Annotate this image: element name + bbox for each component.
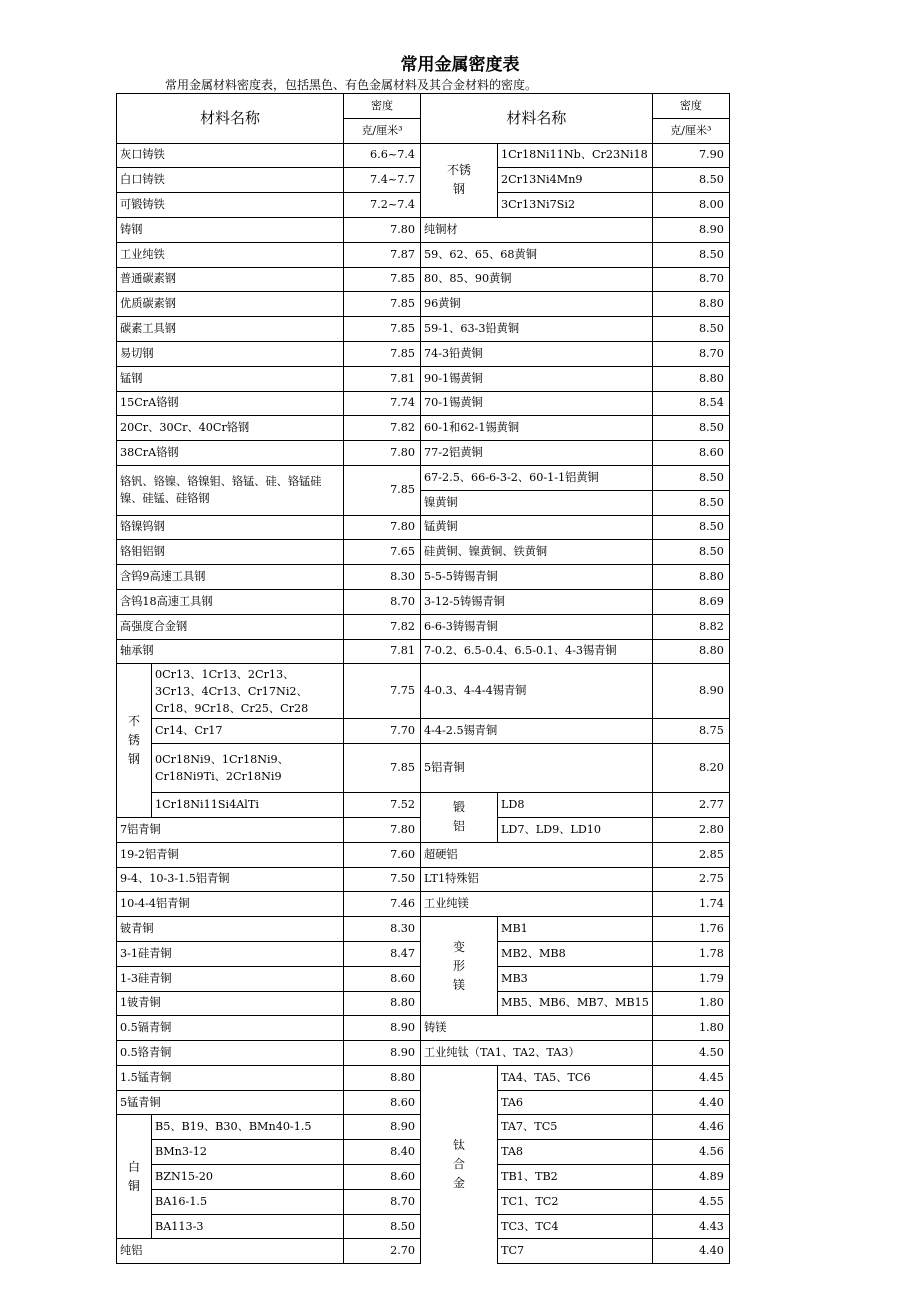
material-name: 10-4-4铝青铜	[117, 892, 344, 917]
material-name: 工业纯铁	[117, 242, 344, 267]
density-value: 8.82	[652, 614, 729, 639]
density-value: 8.00	[652, 193, 729, 218]
group-label-stainless: 不锈钢	[117, 664, 152, 818]
material-name: TB1、TB2	[498, 1165, 653, 1190]
material-name: 5锰青铜	[117, 1090, 344, 1115]
density-value: 8.60	[344, 966, 421, 991]
density-value: 8.50	[652, 416, 729, 441]
material-name: 9-4、10-3-1.5铝青铜	[117, 867, 344, 892]
header-density-left: 密度	[344, 94, 421, 119]
density-value: 8.50	[652, 540, 729, 565]
density-value: 6.6~7.4	[344, 143, 421, 168]
material-name: 67-2.5、66-6-3-2、60-1-1铝黄铜	[421, 465, 653, 490]
material-name: 铬镍钨钢	[117, 515, 344, 540]
material-name: 白口铸铁	[117, 168, 344, 193]
density-value: 2.80	[652, 817, 729, 842]
material-name: 3-1硅青铜	[117, 941, 344, 966]
density-value: 8.90	[344, 1041, 421, 1066]
table-row	[117, 842, 730, 867]
density-value: 8.75	[652, 719, 729, 744]
material-name: LT1特殊铝	[421, 867, 653, 892]
material-name: 38CrA铬钢	[117, 441, 344, 466]
material-name: 59、62、65、68黄铜	[421, 242, 653, 267]
density-value: 1.80	[652, 991, 729, 1016]
density-value: 8.70	[344, 589, 421, 614]
density-value: 8.50	[652, 465, 729, 490]
material-name: TA6	[498, 1090, 653, 1115]
material-name: 7铝青铜	[117, 817, 344, 842]
density-value: 7.70	[344, 719, 421, 744]
material-name: 工业纯钛（TA1、TA2、TA3）	[421, 1041, 653, 1066]
density-value: 7.4~7.7	[344, 168, 421, 193]
material-name: 59-1、63-3铅黄铜	[421, 317, 653, 342]
material-name: 15CrA铬钢	[117, 391, 344, 416]
table-row	[117, 1065, 730, 1090]
table-header-row	[117, 94, 730, 119]
density-value: 7.85	[344, 317, 421, 342]
density-value: 8.54	[652, 391, 729, 416]
density-value: 8.90	[344, 1115, 421, 1140]
material-name: 含钨18高速工具钢	[117, 589, 344, 614]
density-value: 7.65	[344, 540, 421, 565]
table-row	[117, 1041, 730, 1066]
density-value: 8.50	[652, 490, 729, 515]
header-unit-right: 克/厘米³	[652, 118, 729, 143]
material-name: 0Cr18Ni9、1Cr18Ni9、Cr18Ni9Ti、2Cr18Ni9	[152, 744, 344, 793]
density-value: 8.70	[652, 267, 729, 292]
table-row	[117, 366, 730, 391]
group-label-cupronickel: 白铜	[117, 1115, 152, 1239]
group-label-wrought-mg: 变形镁	[421, 917, 498, 1016]
material-name: 90-1锡黄铜	[421, 366, 653, 391]
material-name: 60-1和62-1锡黄铜	[421, 416, 653, 441]
material-name: 灰口铸铁	[117, 143, 344, 168]
table-row	[117, 341, 730, 366]
table-row	[117, 793, 730, 818]
table-row	[117, 540, 730, 565]
density-value: 8.90	[652, 217, 729, 242]
material-name: MB2、MB8	[498, 941, 653, 966]
group-label-ti-alloy: 钛合金	[421, 1065, 498, 1263]
material-name: 1Cr18Ni11Si4AlTi	[152, 793, 344, 818]
material-name: 铸钢	[117, 217, 344, 242]
table-row	[117, 217, 730, 242]
header-density-right: 密度	[652, 94, 729, 119]
density-value: 1.74	[652, 892, 729, 917]
material-name: 碳素工具钢	[117, 317, 344, 342]
material-name: 易切钢	[117, 341, 344, 366]
density-value: 4.45	[652, 1065, 729, 1090]
material-name: 74-3铅黄铜	[421, 341, 653, 366]
material-name: 70-1锡黄铜	[421, 391, 653, 416]
density-value: 7.50	[344, 867, 421, 892]
density-value: 8.80	[652, 565, 729, 590]
table-body	[117, 94, 730, 1264]
table-row	[117, 143, 730, 168]
density-value: 7.74	[344, 391, 421, 416]
density-value: 8.50	[344, 1214, 421, 1239]
density-value: 8.80	[344, 1065, 421, 1090]
material-name: LD7、LD9、LD10	[498, 817, 653, 842]
group-label-stainless: 不锈钢	[421, 143, 498, 217]
density-value: 1.76	[652, 917, 729, 942]
density-value: 1.80	[652, 1016, 729, 1041]
material-name: 3Cr13Ni7Si2	[498, 193, 653, 218]
density-value: 7.85	[344, 744, 421, 793]
material-name: BMn3-12	[152, 1140, 344, 1165]
density-value: 7.90	[652, 143, 729, 168]
material-name: 0.5镉青铜	[117, 1016, 344, 1041]
density-value: 4.56	[652, 1140, 729, 1165]
material-name: 7-0.2、6.5-0.4、6.5-0.1、4-3锡青铜	[421, 639, 653, 664]
material-name: 优质碳素钢	[117, 292, 344, 317]
density-value: 7.80	[344, 515, 421, 540]
table-row	[117, 589, 730, 614]
header-unit-left: 克/厘米³	[344, 118, 421, 143]
header-name-right: 材料名称	[421, 94, 653, 144]
material-name: Cr14、Cr17	[152, 719, 344, 744]
material-name: TA8	[498, 1140, 653, 1165]
density-value: 8.60	[344, 1090, 421, 1115]
density-value: 7.85	[344, 267, 421, 292]
table-row	[117, 465, 730, 490]
material-name: MB1	[498, 917, 653, 942]
material-name: 1-3硅青铜	[117, 966, 344, 991]
table-row	[117, 292, 730, 317]
material-name: 纯铜材	[421, 217, 653, 242]
page-title: 常用金属密度表	[400, 55, 520, 75]
density-value: 2.70	[344, 1239, 421, 1264]
density-value: 7.46	[344, 892, 421, 917]
material-name: 77-2铝黄铜	[421, 441, 653, 466]
density-value: 8.30	[344, 565, 421, 590]
density-value: 8.70	[652, 341, 729, 366]
table-row	[117, 391, 730, 416]
density-value: 8.20	[652, 744, 729, 793]
density-value: 7.85	[344, 341, 421, 366]
material-name: 超硬铝	[421, 842, 653, 867]
density-value: 2.75	[652, 867, 729, 892]
material-name: 可锻铸铁	[117, 193, 344, 218]
table-row	[117, 867, 730, 892]
material-name: 5-5-5铸锡青铜	[421, 565, 653, 590]
material-name: BZN15-20	[152, 1165, 344, 1190]
material-name: 1.5锰青铜	[117, 1065, 344, 1090]
density-value: 2.77	[652, 793, 729, 818]
density-value: 4.46	[652, 1115, 729, 1140]
material-name: TC3、TC4	[498, 1214, 653, 1239]
density-value: 4.40	[652, 1090, 729, 1115]
material-name: 铸镁	[421, 1016, 653, 1041]
density-value: 8.90	[652, 664, 729, 719]
header-name-left: 材料名称	[117, 94, 344, 144]
material-name: 高强度合金钢	[117, 614, 344, 639]
density-value: 7.80	[344, 441, 421, 466]
density-value: 8.70	[344, 1189, 421, 1214]
density-value: 7.80	[344, 817, 421, 842]
table-row	[117, 744, 730, 793]
material-name: 铍青铜	[117, 917, 344, 942]
density-value: 7.81	[344, 639, 421, 664]
density-value: 7.2~7.4	[344, 193, 421, 218]
table-row	[117, 639, 730, 664]
density-value: 7.82	[344, 416, 421, 441]
density-value: 8.50	[652, 515, 729, 540]
density-value: 7.82	[344, 614, 421, 639]
material-name: 5铝青铜	[421, 744, 653, 793]
table-row	[117, 416, 730, 441]
material-name: 96黄铜	[421, 292, 653, 317]
density-value: 8.69	[652, 589, 729, 614]
material-name: 1Cr18Ni11Nb、Cr23Ni18	[498, 143, 653, 168]
material-name: 4-0.3、4-4-4锡青铜	[421, 664, 653, 719]
density-value: 7.80	[344, 217, 421, 242]
density-value: 8.90	[344, 1016, 421, 1041]
density-value: 7.87	[344, 242, 421, 267]
table-row	[117, 614, 730, 639]
material-name: MB3	[498, 966, 653, 991]
table-row	[117, 565, 730, 590]
material-name: 80、85、90黄铜	[421, 267, 653, 292]
density-value: 7.60	[344, 842, 421, 867]
material-name: 19-2铝青铜	[117, 842, 344, 867]
density-value: 2.85	[652, 842, 729, 867]
density-value: 8.80	[652, 292, 729, 317]
material-name: 2Cr13Ni4Mn9	[498, 168, 653, 193]
density-value: 8.80	[652, 366, 729, 391]
group-label-forged-al: 锻铝	[421, 793, 498, 843]
material-name: 锰钢	[117, 366, 344, 391]
material-name: 0Cr13、1Cr13、2Cr13、3Cr13、4Cr13、Cr17Ni2、Cr18、9Cr18、Cr25、Cr28	[152, 664, 344, 719]
material-name: 锰黄铜	[421, 515, 653, 540]
density-value: 8.30	[344, 917, 421, 942]
density-value: 7.85	[344, 465, 421, 515]
material-name: 铬钒、铬镍、铬镍钼、铬锰、硅、铬锰硅镍、硅锰、硅铬钢	[117, 465, 344, 515]
density-value: 8.40	[344, 1140, 421, 1165]
table-row	[117, 317, 730, 342]
material-name: 硅黄铜、镍黄铜、铁黄铜	[421, 540, 653, 565]
density-value: 4.50	[652, 1041, 729, 1066]
density-value: 8.50	[652, 317, 729, 342]
material-name: B5、B19、B30、BMn40-1.5	[152, 1115, 344, 1140]
material-name: BA113-3	[152, 1214, 344, 1239]
material-name: 工业纯镁	[421, 892, 653, 917]
density-value: 8.60	[652, 441, 729, 466]
table-row	[117, 441, 730, 466]
density-value: 8.50	[652, 242, 729, 267]
material-name: BA16-1.5	[152, 1189, 344, 1214]
density-value: 1.79	[652, 966, 729, 991]
material-name: MB5、MB6、MB7、MB15	[498, 991, 653, 1016]
material-name: 含钨9高速工具钢	[117, 565, 344, 590]
material-name: TC1、TC2	[498, 1189, 653, 1214]
density-value: 7.75	[344, 664, 421, 719]
density-table	[116, 93, 730, 1264]
material-name: 1铍青铜	[117, 991, 344, 1016]
density-value: 7.85	[344, 292, 421, 317]
density-value: 4.89	[652, 1165, 729, 1190]
material-name: 0.5铬青铜	[117, 1041, 344, 1066]
page-subtitle: 常用金属材料密度表，包括黑色、有色金属材料及其合金材料的密度。	[165, 78, 538, 92]
material-name: 普通碳素钢	[117, 267, 344, 292]
material-name: 铬钼铝钢	[117, 540, 344, 565]
table-row	[117, 515, 730, 540]
density-value: 1.78	[652, 941, 729, 966]
material-name: 镍黄铜	[421, 490, 653, 515]
material-name: LD8	[498, 793, 653, 818]
table-row	[117, 242, 730, 267]
density-value: 7.52	[344, 793, 421, 818]
material-name: 6-6-3铸锡青铜	[421, 614, 653, 639]
density-value: 4.55	[652, 1189, 729, 1214]
material-name: 20Cr、30Cr、40Cr铬钢	[117, 416, 344, 441]
density-value: 7.81	[344, 366, 421, 391]
material-name: 4-4-2.5锡青铜	[421, 719, 653, 744]
density-value: 8.80	[344, 991, 421, 1016]
table-row	[117, 917, 730, 942]
density-value: 8.60	[344, 1165, 421, 1190]
density-value: 8.80	[652, 639, 729, 664]
density-value: 4.40	[652, 1239, 729, 1264]
table-row	[117, 719, 730, 744]
material-name: 纯铝	[117, 1239, 344, 1264]
material-name: 3-12-5铸锡青铜	[421, 589, 653, 614]
material-name: TC7	[498, 1239, 653, 1264]
density-value: 4.43	[652, 1214, 729, 1239]
table-row	[117, 1016, 730, 1041]
table-row	[117, 267, 730, 292]
material-name: TA7、TC5	[498, 1115, 653, 1140]
density-value: 8.47	[344, 941, 421, 966]
table-row	[117, 664, 730, 719]
material-name: TA4、TA5、TC6	[498, 1065, 653, 1090]
density-value: 8.50	[652, 168, 729, 193]
table-row	[117, 892, 730, 917]
material-name: 轴承钢	[117, 639, 344, 664]
